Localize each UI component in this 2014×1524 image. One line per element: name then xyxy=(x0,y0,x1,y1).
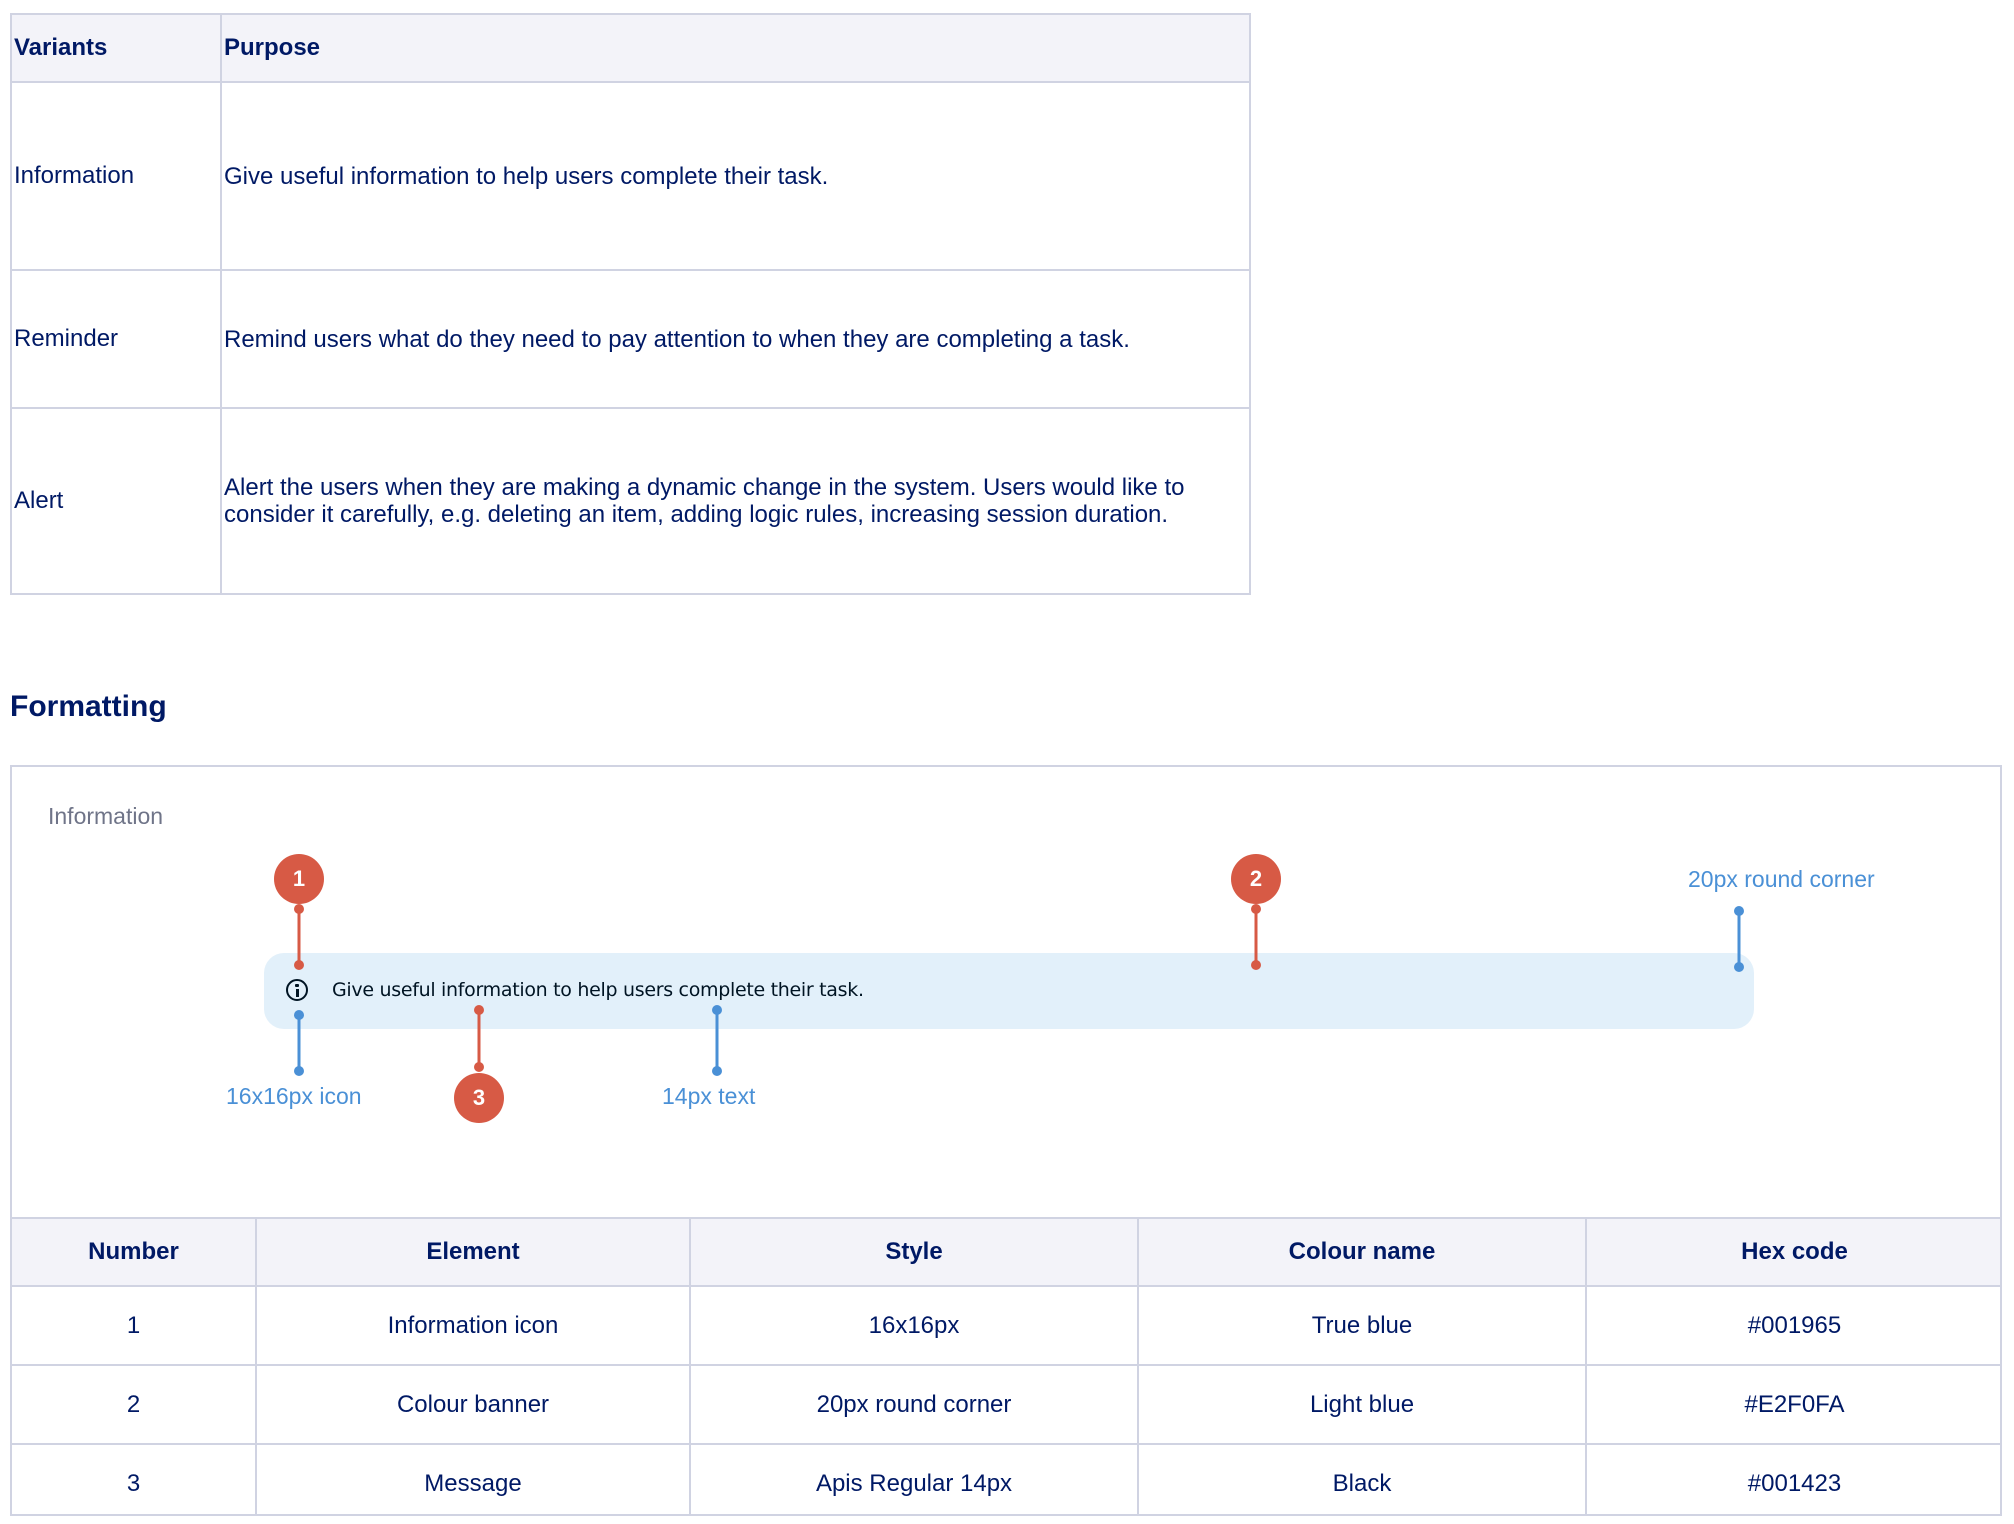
purpose-cell: Give useful information to help users complete their task. xyxy=(221,82,1250,270)
badge-1: 1 xyxy=(274,854,324,904)
style-cell: 16x16px xyxy=(690,1286,1138,1365)
panel-label: Information xyxy=(48,803,164,829)
table-row xyxy=(11,82,1250,270)
element-cell: Message xyxy=(256,1444,690,1516)
annotation-text-size: 14px text xyxy=(662,1083,756,1109)
variant-cell: Alert xyxy=(11,408,221,594)
table-row xyxy=(11,1365,2002,1444)
annotation-icon-size: 16x16px icon xyxy=(226,1083,362,1109)
colour-cell: Black xyxy=(1138,1444,1586,1516)
table-row xyxy=(11,1444,2002,1516)
column-header-number: Number xyxy=(11,1218,256,1286)
hex-cell: #001423 xyxy=(1586,1444,2002,1516)
column-header-variants: Variants xyxy=(11,14,221,82)
number-cell: 2 xyxy=(11,1365,256,1444)
annotation-line-text xyxy=(712,1005,722,1076)
column-header-purpose: Purpose xyxy=(221,14,1250,82)
annotation-corner: 20px round corner xyxy=(1688,866,1875,892)
column-header-hex: Hex code xyxy=(1586,1218,2002,1286)
purpose-cell: Alert the users when they are making a dynamic change in the system. Users would like to consider it carefully, e.g. deleting an item, adding logic rules, increasing session duration. xyxy=(221,408,1250,594)
annotation-line-1 xyxy=(294,904,304,970)
table-header-row xyxy=(11,14,1250,82)
annotation-lines xyxy=(12,767,2002,1207)
variants-table xyxy=(10,13,1251,595)
element-cell: Information icon xyxy=(256,1286,690,1365)
colour-cell: Light blue xyxy=(1138,1365,1586,1444)
section-title-formatting: Formatting xyxy=(10,690,167,723)
variant-cell: Information xyxy=(11,82,221,270)
annotation-line-icon xyxy=(294,1010,304,1076)
annotation-line-3 xyxy=(474,1005,484,1072)
purpose-cell: Remind users what do they need to pay attention to when they are completing a task. xyxy=(221,270,1250,408)
column-header-style: Style xyxy=(690,1218,1138,1286)
banner-message: Give useful information to help users complete their task. xyxy=(332,979,864,1001)
number-cell: 3 xyxy=(11,1444,256,1516)
variant-cell: Reminder xyxy=(11,270,221,408)
table-row xyxy=(11,270,1250,408)
hex-cell: #001965 xyxy=(1586,1286,2002,1365)
element-cell: Colour banner xyxy=(256,1365,690,1444)
column-header-element: Element xyxy=(256,1218,690,1286)
badge-2: 2 xyxy=(1231,854,1281,904)
spec-table xyxy=(10,1217,2002,1516)
style-cell: Apis Regular 14px xyxy=(690,1444,1138,1516)
colour-cell: True blue xyxy=(1138,1286,1586,1365)
formatting-panel xyxy=(10,765,2002,1516)
column-header-colour: Colour name xyxy=(1138,1218,1586,1286)
hex-cell: #E2F0FA xyxy=(1586,1365,2002,1444)
annotation-line-corner xyxy=(1734,906,1744,972)
badge-3: 3 xyxy=(454,1073,504,1123)
style-cell: 20px round corner xyxy=(690,1365,1138,1444)
table-row xyxy=(11,408,1250,594)
annotation-line-2 xyxy=(1251,904,1261,970)
number-cell: 1 xyxy=(11,1286,256,1365)
table-header-row xyxy=(11,1218,2002,1286)
table-row xyxy=(11,1286,2002,1365)
